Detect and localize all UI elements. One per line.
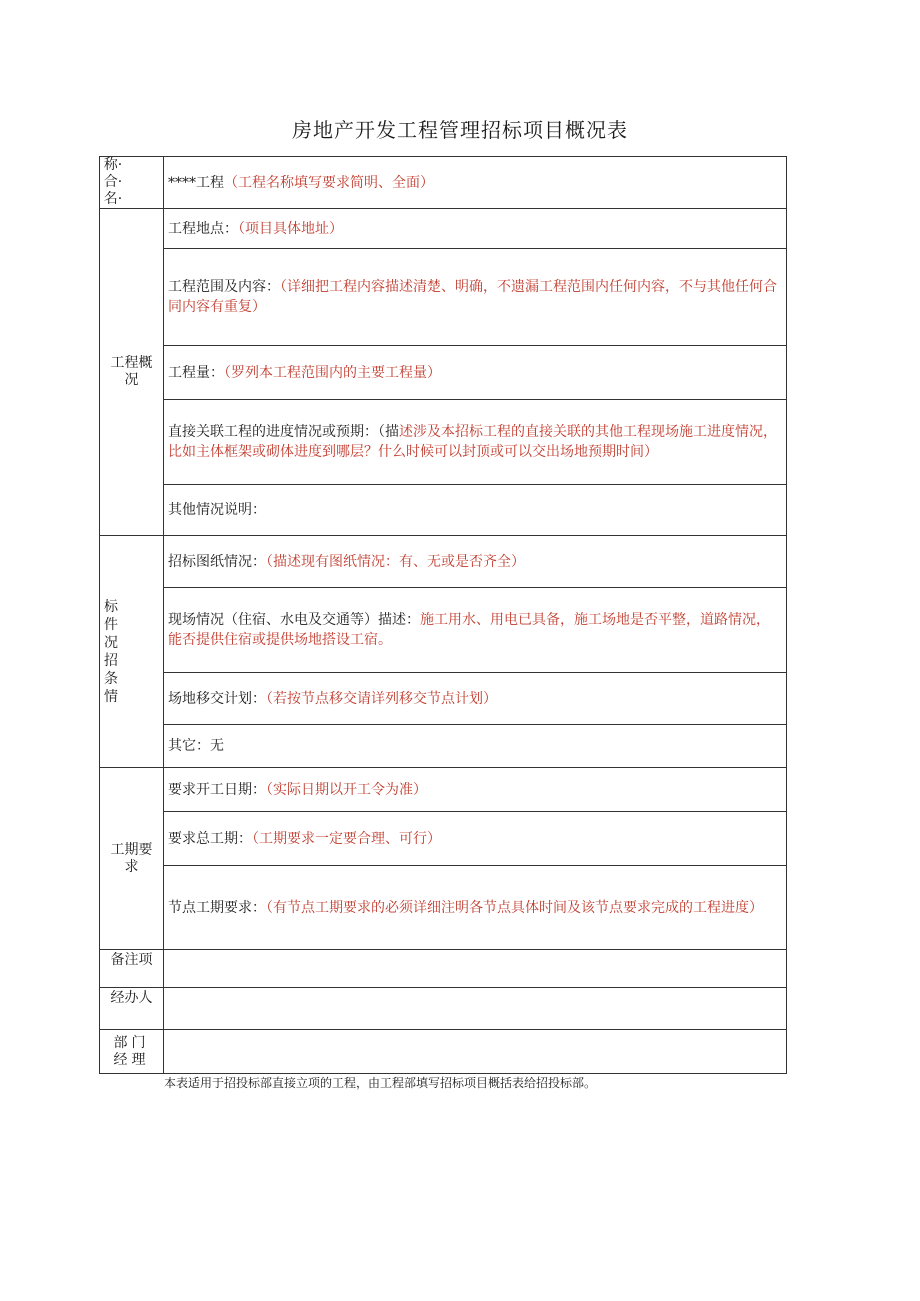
name-text: ****工程: [168, 174, 224, 191]
table-row-location: [100, 209, 787, 249]
handover-cell: [164, 673, 787, 725]
table-row-site: [100, 588, 787, 673]
table-row-misc: [100, 725, 787, 768]
table-row-progress: [100, 400, 787, 485]
table-row-drawings: [100, 536, 787, 588]
progress-text: 直接关联工程的进度情况或预期：（描: [168, 424, 399, 440]
remark-label: 备注项: [100, 950, 164, 988]
location-text: 工程地点：: [168, 220, 238, 237]
location-cell: [164, 209, 787, 249]
table-row-manager: [100, 1030, 787, 1074]
drawings-hint: （描述现有图纸情况：有、无或是否齐全）: [266, 553, 525, 570]
total-cell: [164, 812, 787, 866]
site-cell: [164, 588, 787, 673]
table-row-quantity: [100, 346, 787, 400]
progress-cell: [164, 400, 787, 485]
name-hint: （工程名称填写要求简明、全面）: [224, 174, 434, 191]
quantity-cell: [164, 346, 787, 400]
quantity-text: 工程量：: [168, 364, 224, 381]
quantity-hint: （罗列本工程范围内的主要工程量）: [224, 364, 441, 381]
table-row-handover: [100, 673, 787, 725]
location-hint: （项目具体地址）: [238, 220, 343, 237]
handover-hint: （若按节点移交请详列移交节点计划）: [266, 690, 497, 707]
node-hint: （有节点工期要求的必须详细注明各节点具体时间及该节点要求完成的工程进度）: [266, 899, 763, 916]
node-cell: [164, 866, 787, 950]
project-overview-table: [99, 156, 787, 1074]
remark-cell: [164, 950, 787, 988]
page-title: 房地产开发工程管理招标项目概况表: [292, 118, 628, 142]
overview-label: 工程概况: [100, 209, 164, 536]
table-row-remark: [100, 950, 787, 988]
scope-hint: （详细把工程内容描述清楚、明确，不遗漏工程范围内任何内容，不与其他任何合同内容有重复）: [168, 279, 777, 315]
site-text: 现场情况（住宿、水电及交通等）描述：: [168, 612, 420, 628]
table-row-start: [100, 768, 787, 812]
handler-cell: [164, 988, 787, 1030]
handler-label: 经办人: [100, 988, 164, 1030]
start-hint: （实际日期以开工令为准）: [266, 781, 427, 798]
progress-hint: 述涉及本招标工程的直接关联的其他工程现场施工进度情况，比如主体框架或砌体进度到哪层？什么时候可以封顶或可以交出场地预期时间）: [168, 424, 777, 460]
start-text: 要求开工日期：: [168, 781, 266, 798]
total-text: 要求总工期：: [168, 830, 252, 847]
footnote: 本表适用于招投标部直接立项的工程，由工程部填写招标项目概括表给招投标部。: [164, 1076, 597, 1090]
table-row-name: [100, 157, 787, 209]
schedule-label: 工期要求: [100, 768, 164, 950]
name-label: 称·合·名·: [100, 157, 164, 209]
site-hint: 施工用水、用电已具备，施工场地是否平整，道路情况，能否提供住宿或提供场地搭设工宿。: [168, 612, 770, 648]
table-row-other: [100, 485, 787, 536]
total-hint: （工期要求一定要合理、可行）: [252, 830, 441, 847]
node-text: 节点工期要求：: [168, 899, 266, 916]
table-row-total: [100, 812, 787, 866]
tender-label: 标件况招条情: [100, 536, 164, 768]
table-row-handler: [100, 988, 787, 1030]
table-row-node: [100, 866, 787, 950]
other-cell: 其他情况说明：: [164, 485, 787, 536]
misc-cell: 其它：无: [164, 725, 787, 768]
handover-text: 场地移交计划：: [168, 690, 266, 707]
drawings-text: 招标图纸情况：: [168, 553, 266, 570]
start-cell: [164, 768, 787, 812]
scope-cell: [164, 249, 787, 346]
name-cell: [164, 157, 787, 209]
scope-text: 工程范围及内容：: [168, 279, 280, 295]
manager-label: 部门经理: [100, 1030, 164, 1074]
table-row-scope: [100, 249, 787, 346]
manager-cell: [164, 1030, 787, 1074]
drawings-cell: [164, 536, 787, 588]
